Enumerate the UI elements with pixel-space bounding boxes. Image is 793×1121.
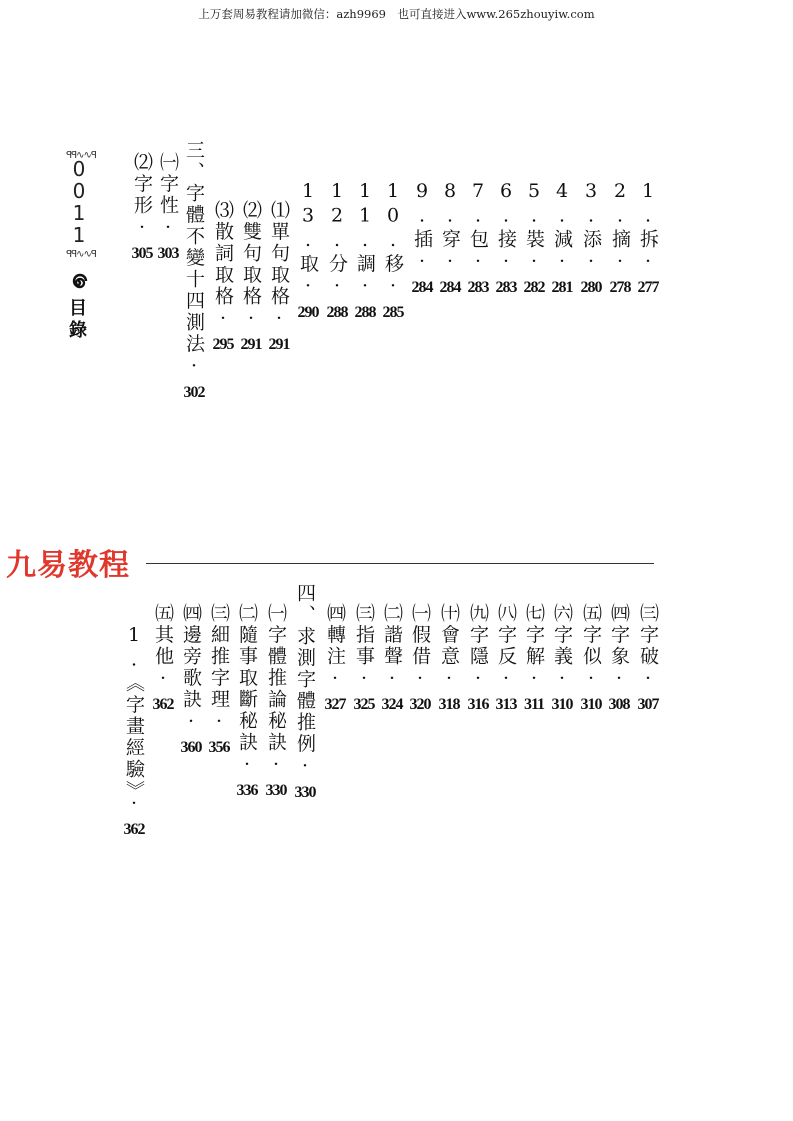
- toc-entry-page: 284: [411, 279, 433, 296]
- toc-entry-page: 291: [268, 336, 290, 353]
- toc-entry: [408, 180, 436, 297]
- toc-entry-page: 320: [409, 696, 431, 713]
- toc-entry-title: 10.移·: [382, 180, 404, 300]
- toc-entry: [606, 180, 634, 297]
- toc-entry: [605, 603, 633, 714]
- toc-entry-page: 282: [523, 279, 545, 296]
- toc-entry: [520, 603, 548, 714]
- toc-entry-title: 11.調·: [354, 180, 376, 300]
- toc-entry-page: 356: [208, 739, 230, 756]
- toc-entry: [577, 603, 605, 714]
- toc-entry: [233, 603, 261, 800]
- toc-entry-title: 8.穿·: [439, 180, 461, 275]
- toc-entry-title: 13.取·: [297, 180, 319, 300]
- toc-entry: [262, 603, 290, 800]
- toc-entry-page: 303: [157, 245, 179, 262]
- toc-entry-page: 305: [131, 245, 153, 262]
- divider-line: [146, 563, 654, 564]
- section-title-char: 目: [69, 298, 87, 319]
- toc-entry: [209, 200, 237, 354]
- toc-entry: [464, 180, 492, 297]
- toc-entry-title: ㈦字解·: [523, 603, 545, 692]
- toc-entry: [321, 603, 349, 714]
- toc-entry-page: 325: [353, 696, 375, 713]
- toc-entry-title: 3.添·: [580, 180, 602, 275]
- toc-entry-title: ㈢字破·: [637, 603, 659, 692]
- toc-entry: [323, 180, 351, 322]
- toc-entry-page: 291: [240, 336, 262, 353]
- toc-entry-title: ㈣字象·: [608, 603, 630, 692]
- toc-entry-title: 5.裝·: [523, 180, 545, 275]
- toc-entry-title: 1.《字畫經驗》·: [123, 624, 145, 817]
- toc-entry: [520, 180, 548, 297]
- toc-entry-title: 12.分·: [326, 180, 348, 300]
- toc-entry: [406, 603, 434, 714]
- toc-entry-page: 324: [381, 696, 403, 713]
- toc-entry: [265, 200, 293, 354]
- toc-entry-title: ㈣轉注·: [324, 603, 346, 692]
- toc-entry: [350, 603, 378, 714]
- toc-entry-title: 9.插·: [411, 180, 433, 275]
- toc-entry: [435, 603, 463, 714]
- toc-entry-page: 311: [523, 696, 545, 713]
- toc-entry-page: 327: [324, 696, 346, 713]
- toc-entry-title: ㈡隨事取斷秘訣·: [236, 603, 258, 778]
- toc-entry-title: ⑴單句取格·: [268, 200, 290, 332]
- toc-entry-page: 313: [495, 696, 517, 713]
- toc-entry-page: 362: [152, 696, 174, 713]
- toc-entry-title: ㈨字隱·: [467, 603, 489, 692]
- toc-entry-title: ㈠假借·: [409, 603, 431, 692]
- page-number: [64, 158, 94, 246]
- page-digit: 1: [72, 201, 86, 225]
- toc-entry-page: 307: [637, 696, 659, 713]
- toc-entry-title: ㈧字反·: [495, 603, 517, 692]
- toc-entry-page: 316: [467, 696, 489, 713]
- toc-entry-title: ㈠字性·: [157, 152, 179, 241]
- toc-entry-page: 277: [637, 279, 659, 296]
- toc-entry: [379, 180, 407, 322]
- toc-entry-page: 288: [354, 303, 376, 321]
- toc-entry-title: ⑵雙句取格·: [240, 200, 262, 332]
- toc-entry: [120, 624, 148, 839]
- toc-entry-title: ㈠字體推論秘訣·: [265, 603, 287, 778]
- section-title-char: 錄: [69, 320, 87, 341]
- toc-entry-page: 278: [609, 279, 631, 296]
- page-header-ad: 上万套周易教程请加微信：azh9969 也可直接进入www.265zhouyiw.com: [198, 7, 595, 21]
- toc-entry-page: 285: [382, 303, 404, 321]
- toc-entry-page: 330: [294, 783, 316, 801]
- toc-entry: [577, 180, 605, 297]
- toc-entry-page: 295: [212, 336, 234, 353]
- toc-entry-page: 284: [439, 279, 461, 296]
- toc-entry-title: ㈥字義·: [551, 603, 573, 692]
- toc-entry-title: ⑶散詞取格·: [212, 200, 234, 332]
- toc-entry: [180, 140, 208, 402]
- toc-entry-title: 2.摘·: [609, 180, 631, 275]
- toc-entry: [634, 180, 662, 297]
- toc-entry: [378, 603, 406, 714]
- toc-entry-page: 283: [467, 279, 489, 296]
- toc-entry-title: ㈤字似·: [580, 603, 602, 692]
- toc-entry-title: ㈩會意·: [438, 603, 460, 692]
- toc-entry-page: 280: [580, 279, 602, 296]
- toc-entry-page: 281: [551, 279, 573, 296]
- toc-entry-page: 336: [236, 782, 258, 799]
- toc-entry: [492, 603, 520, 714]
- spiral-icon: [68, 273, 88, 293]
- toc-entry-title: 6.接·: [495, 180, 517, 275]
- toc-entry-page: 360: [180, 739, 202, 756]
- toc-entry-title: ㈢指事·: [353, 603, 375, 692]
- toc-entry-title: ㈤其他·: [152, 603, 174, 692]
- toc-entry: [492, 180, 520, 297]
- toc-entry: [237, 200, 265, 354]
- toc-entry: [154, 152, 182, 263]
- toc-entry: [464, 603, 492, 714]
- toc-entry-title: 三、字體不變十四測法·: [183, 140, 205, 380]
- toc-entry-page: 318: [438, 696, 460, 713]
- toc-entry-page: 290: [297, 303, 319, 321]
- toc-entry-page: 330: [265, 782, 287, 799]
- toc-entry: [149, 603, 177, 714]
- toc-entry: [128, 152, 156, 263]
- toc-entry-page: 362: [123, 821, 145, 838]
- ornament-bottom-icon: ꟼꟼ∿∿ꟼ: [66, 249, 96, 260]
- toc-entry-title: ㈣邊旁歌訣·: [180, 603, 202, 735]
- toc-entry-title: 7.包·: [467, 180, 489, 275]
- toc-entry-title: ㈡諧聲·: [381, 603, 403, 692]
- toc-entry: [205, 603, 233, 757]
- toc-entry: [436, 180, 464, 297]
- toc-entry: [634, 603, 662, 714]
- toc-entry-title: 4.減·: [551, 180, 573, 275]
- toc-entry-title: 四、求測字體推例·: [294, 583, 316, 780]
- toc-entry: [548, 180, 576, 297]
- watermark-logo: 九易教程: [6, 548, 130, 583]
- toc-entry-page: 283: [495, 279, 517, 296]
- toc-entry: [351, 180, 379, 322]
- toc-entry-title: ⑵字形·: [131, 152, 153, 241]
- toc-entry-page: 310: [580, 696, 602, 713]
- toc-entry-title: ㈢細推字理·: [208, 603, 230, 735]
- page-digit: 1: [72, 223, 86, 247]
- toc-entry-title: 1.拆·: [637, 180, 659, 275]
- toc-entry-page: 308: [608, 696, 630, 713]
- page-digit: 0: [72, 157, 86, 181]
- toc-entry-page: 302: [183, 383, 205, 401]
- page-digit: 0: [72, 179, 86, 203]
- toc-entry: [548, 603, 576, 714]
- toc-entry: [294, 180, 322, 322]
- toc-entry: [177, 603, 205, 757]
- section-title: [66, 298, 90, 342]
- ornament-top-icon: ꟼꟼ∿∿ꟼ: [66, 150, 96, 161]
- toc-entry-page: 310: [551, 696, 573, 713]
- toc-entry-page: 288: [326, 303, 348, 321]
- toc-entry: [291, 583, 319, 802]
